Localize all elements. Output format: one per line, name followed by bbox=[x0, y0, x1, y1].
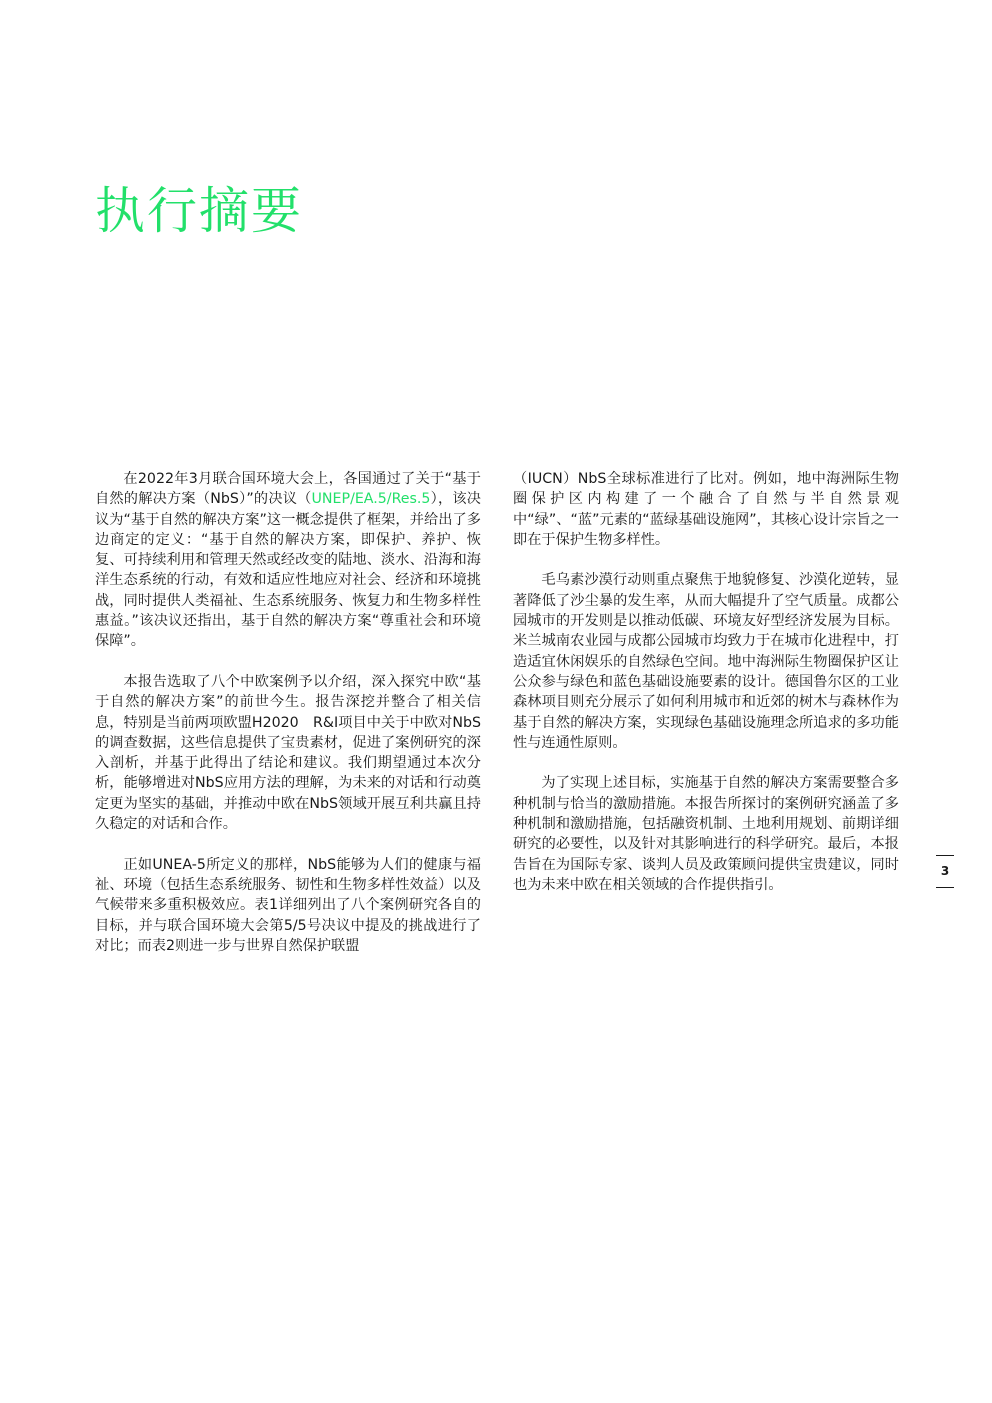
left-paragraph-3: 正如UNEA-5所定义的那样，NbS能够为人们的健康与福祉、环境（包括生态系统服务、韧性和生物多样性效益）以及气候带来多重积极效应。表1详细列出了八个案例研究各自的目标，并与联合国环境大会第5/5号决议中提及的挑战进行了对比；而表2则进一步与世界自然保护联盟 bbox=[95, 856, 481, 954]
resolution-link[interactable]: UNEP/EA.5/Res.5 bbox=[311, 491, 431, 508]
right-column bbox=[513, 469, 899, 895]
left-column bbox=[95, 469, 481, 956]
page-number: 3 bbox=[940, 864, 950, 878]
right-paragraph-2: 毛乌素沙漠行动则重点聚焦于地貌修复、沙漠化逆转，显著降低了沙尘暴的发生率，从而大幅提升了空气质量。成都公园城市的开发则是以推动低碳、环境友好型经济发展为目标。米兰城南农业园与成都公园城市均致力于在城市化进程中，打造适宜休闲娱乐的自然绿色空间。地中海洲际生物圈保护区让公众参与绿色和蓝色基础设施要素的设计。德国鲁尔区的工业森林项目则充分展示了如何利用城市和近郊的树木与森林作为基于自然的解决方案，实现绿色基础设施理念所追求的多功能性与连通性原则。 bbox=[513, 572, 899, 751]
right-paragraph-1: （IUCN）NbS全球标准进行了比对。例如，地中海洲际生物圈保护区内构建了一个融合了自然与半自然景观中“绿”、“蓝”元素的“蓝绿基础设施网”，其核心设计宗旨之一即在于保护生物多样性。 bbox=[513, 471, 899, 548]
right-paragraph-3: 为了实现上述目标，实施基于自然的解决方案需要整合多种机制与恰当的激励措施。本报告所探讨的案例研究涵盖了多种机制和激励措施，包括融资机制、土地利用规划、前期详细研究的必要性，以及针对其影响进行的科学研究。最后，本报告旨在为国际专家、谈判人员及政策顾问提供宝贵建议，同时也为未来中欧在相关领域的合作提供指引。 bbox=[513, 775, 899, 893]
left-paragraph-1-text-b: ），该决议为“基于自然的解决方案”这一概念提供了框架，并给出了多边商定的定义：“基于自然的解决方案，即保护、养护、恢复、可持续利用和管理天然或经改变的陆地、淡水、沿海和海洋生态系统的行动，有效和适应性地应对社会、经济和环境挑战，同时提供人类福祉、生态系统服务、恢复力和生物多样性惠益。”该决议还指出，基于自然的解决方案“尊重社会和环境保障”。 bbox=[95, 491, 481, 650]
left-paragraph-1 bbox=[95, 469, 481, 652]
page-number-marker bbox=[936, 855, 954, 888]
page-title: 执行摘要 bbox=[95, 182, 303, 240]
left-paragraph-2: 本报告选取了八个中欧案例予以介绍，深入探究中欧“基于自然的解决方案”的前世今生。报告深挖并整合了相关信息，特别是当前两项欧盟H2020 R&I项目中关于中欧对NbS的调查数据，这些信息提供了宝贵素材，促进了案例研究的深入剖析，并基于此得出了结论和建议。我们期望通过本次分析，能够增进对NbS应用方法的理解，为未来的对话和行动奠定更为坚实的基础，并推动中欧在NbS领域开展互利共赢且持久稳定的对话和合作。 bbox=[95, 673, 481, 833]
left-paragraph-1-text-a: 在2022年3月联合国环境大会上，各国通过了关于“基于自然的解决方案（NbS）”的决议（ bbox=[95, 471, 481, 508]
